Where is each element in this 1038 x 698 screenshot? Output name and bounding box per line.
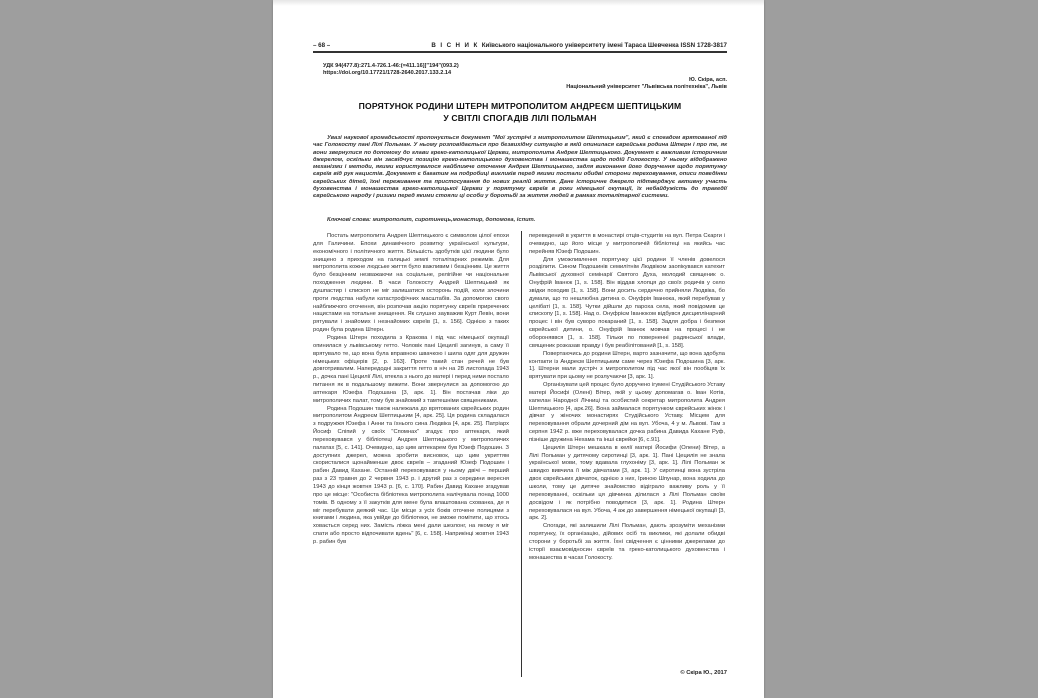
journal-name: Київського національного університету імені Тараса Шевченка ISSN 1728-3817 [481,42,727,49]
paragraph: Повертаючись до родини Штерн, варто зазначити, що вона здобула контакти із Андреєм Шептицьким саме через Юзефа Подошина [3, арк. 1]. Штерни мали зустріч з митрополитом під час якої він пообіцяв їх врятувати при цьому не розлучаючи [3, арк. 1]. [529,350,725,381]
article-meta [323,63,459,77]
author-block [566,77,727,91]
header-rule [313,51,727,53]
udc-code: УДК 94(477.8):271.4-726.1-46:(=411.16)]"194"(093.2) [323,63,459,69]
abstract: Увазі наукової громадськості пропонується документ "Мої зустрічі з митрополитом Шептицьким", який є спогадом врятованої під час Голокосту пані Лілі Польман. У ньому розповідається про безвихідну ситуацію в якій опинилася єврейська родина Штерн і про те, як вони звернулися по допомогу до глави греко-католицької Церкви, митрополита Андрея Шептицького. Документ є важливим історичним джерелом, оскільки він засвідчує позицію греко-католицького духовенства і монашества щодо подій Голокосту. У ньому відображено механізми і методи, якими користувалося найближче оточення Андрея Шептицького, задля виконання його доручення щодо порятунку євреїв від рук нацистів. Документ є багатим на подробиці викликів перед якими постали обидві сторони переховування, описи поведінки єврейських дітей, їхні переживання та пристосування до нових реалій життя. Дане історичне джерело підтверджує активну участь духовенства і монашества греко-католицької Церкви у порятунку євреїв в роки німецької окупації, їх небайдужість до трагедії єврейського народу і ризики перед якими стояли ці особи у боротьбі за життя людей в рамках тоталітарної системи. [313,135,727,200]
paragraph: Родина Подошин також належала до врятованих єврейських родин митрополитом Андреєм Шептицьким [4, арк. 25]. Ця родина складалася з подружжя Юзефа і Анни та їхнього сина Людвіка [4, арк. 25]. Патріарх Йосиф Сліпий у своїх "Спомнах" згадує про аптекаря, який переховувався у бібліотеці Андрея Шептицького у митрополичих палатах [5, с. 141]. Очевидно, що цим аптекарем був Юзеф Подошин. З доступних джерел, можна зробити висновок, що цим укриттям скористалися щонайменше двоє євреїв – згаданий Юзеф Подошин і рабин Давид Кахане. Останній переховувався у ньому двічі – перший раз з 23 травня до 2 червня 1943 р. і другий раз з середини вересня 1943 до кінця жовтня 1943 р. [6, с. 170]. Рабин Давид Кахане згадував про це місце: "Особиста бібліотека митрополита налічувала понад 1000 томів. В одному з її закутків для мене була влаштована схованка, де я міг перебувати деякий час. Це місце з усіх боків оточене полицями з книгами і людина, яка увійде до бібліотеки, не зможе помітити, що хтось ховається серед них. Замість ліжка мені дали шезлонг, на якому я міг спати або просто відпочивати вдень" [6, с. 158]. Наприкінці жовтня 1943 р. рабин був [313,405,509,545]
doi-link[interactable]: https://doi.org/10.17721/1728-2640.2017.133.2.14 [323,70,452,76]
author-name: Ю. Скіра, асп. [688,77,727,83]
left-column [313,233,509,547]
article-title [313,100,727,124]
title-line-2: У СВІТЛІ СПОГАДІВ ЛІЛІ ПОЛЬМАН [443,113,597,123]
page-top-shade [273,0,764,6]
running-header [313,41,727,50]
paragraph: Організувати цей процес було доручено ігумені Студійського Уставу матері Йосифі (Олені) Вітер, якій у цьому допомагав о. Іван Котів, капелан Народної Лічниці та особистий секретар митрополита Андрея Шептицького [4, арк.26]. Вона займалася порятунком єврейських жінок і дівчат у жіночих монастирях Студійського Уставу. Місцем для переховування обрали дочерний дім на вул. Убоча, 4 у м. Львові. Там з серпня 1942 р. вже переховувалася дочка рабина Давида Кахане Руф, пізніше дружина Нехама та інші єврейки [6, с.91]. [529,382,725,443]
document-page [273,0,764,698]
paragraph: переведений в укриття в монастирі отців-студитів на вул. Петра Скарги і очевидно, що його місце у митрополичій бібліотеці на якийсь час перейняв Юзеф Подошин. [529,233,725,255]
paragraph: Цецилія Штерн мешкала в келії матері Йосифи (Олени) Вітер, а Лілі Польман у дитячому сиротинці [3, арк. 1]. Пані Цецилія не знала української мови, тому вдавала глухоніму [3, арк. 1]. Лілі Польман ж швидко вивчила її між дівчатами [3, арк. 1]. У сиротинці вона зустріла двох єврейських дівчаток, однією з них, Іриною Шпунар, вона ходила до школи, тому це дитяче знайомство відіграло важливу роль у її переховуванні, оскільки ця дівчинка ділилася з Лілі Польман своїм досвідом і як потрібно поводитися [3, арк. 1]. Родина Штерн переховувалася на вул. Убоча, 4 аж до завершення німецької окупації [3, арк. 2]. [529,444,725,522]
paragraph: Для уможливлення порятунку цієї родини її членів довелося розділити. Сином Подошинів семилітнім Людвіком заопікувався катехит Львівської духовної семінарії Святого Духа, молодий священик о. Онуфрій Іванюк [1, s. 158]. Він віддав хлопця до своїх родичів у село звідки походив [1, s. 158]. Вони досить сердечно прийняли Людвіка, бо думали, що то нешлюбна дитина о. Онуфрія Іванюка, який перебував у целібаті [1, s. 158]. Чутки дійшли до пароха села, який повідомив це єпископу [1, s. 158]. Над о. Онуфрієм Іванюком відбувся дисциплінарний процес і він був суворо покараний [1, s. 158]. Задля добра і безпеки єврейської дитини, о. Онуфрій Іванюк мовчав на процесі і не обороняввся [1, s. 158]. Тільки по поверненні радянської влади, священик розказав правду і був реабілітований [1, s. 158]. [529,256,725,349]
paragraph: Спогади, які залишили Лілі Польман, дають зрозуміти механізми порятунку, їх організацію, дійових осіб та виклики, які долали обидві сторони у боротьбі за життя. Їхні свідчення є цінними джерелами до історії взаємовідносин євреїв та греко-католицького духовенства і монашества в часах Голокосту. [529,523,725,561]
paragraph: Постать митрополита Андрея Шептицького є символом цілої епохи для Галичини. Епохи динамічного розвитку української культури, економічного і політичного життя. Більшість здобутків цієї людини було знищено з приходом на галицькі землі тоталітарних режимів. Для митрополита кожне людське життя було важливим і безцінним. Це життя було безцінним незважаючи на соціальне, релігійне чи національне походження людини. В часи Голокосту Андрей Шептицький як душпастир і єпископ не міг залишатися осторонь подій, коли злочини проти людства набули катастрофічних масштабів. За допомогою свого найближчого оточення, він розпочав акцію порятунку євреїв приречених нацистами на тотальне знищення. Як слушно зауважив Курт Левін, вони рятували і знайомих і незнайомих євреїв [1, s. 156]. Однією з таких родин була родина Штерн. [313,233,509,334]
keywords: Ключові слова: митрополит, сиротинець,монастир, допомога, іспит. [327,217,536,223]
journal-title [349,42,727,49]
paragraph: Родина Штерн походила з Кракова і під час німецької окупації опинилася у львівському гетто. Чоловік пані Цецилії загинув, а саму її врятувало те, що вона була вправною швачкою і шила одяг для дружин німецьких офіцерів [2, p. 163]. Проте такий стан речей не був довготривалим. Напередодні закриття гетто в ніч на 28 листопада 1943 р., дочка пані Цецилії Лілі, втекла з нього до матері і перед ними постало питання як в подальшому вижити. Вони звернулися за допомогою до аптекаря Юзефа Подошана [3, арк. 1]. Він постачав ліки до митрополичих палат, тому був знайомий з тамтешніми священиками. [313,334,509,404]
page-number: – 68 – [313,42,331,49]
right-column [529,233,725,562]
column-divider [521,231,522,677]
author-affiliation: Національний університет "Львівська політехніка", Львів [566,84,727,90]
title-line-1: ПОРЯТУНОК РОДИНИ ШТЕРН МИТРОПОЛИТОМ АНДРЕЄМ ШЕПТИЦЬКИМ [358,101,682,111]
copyright: © Скіра Ю., 2017 [680,670,727,676]
journal-word: В І С Н И К [431,42,479,49]
